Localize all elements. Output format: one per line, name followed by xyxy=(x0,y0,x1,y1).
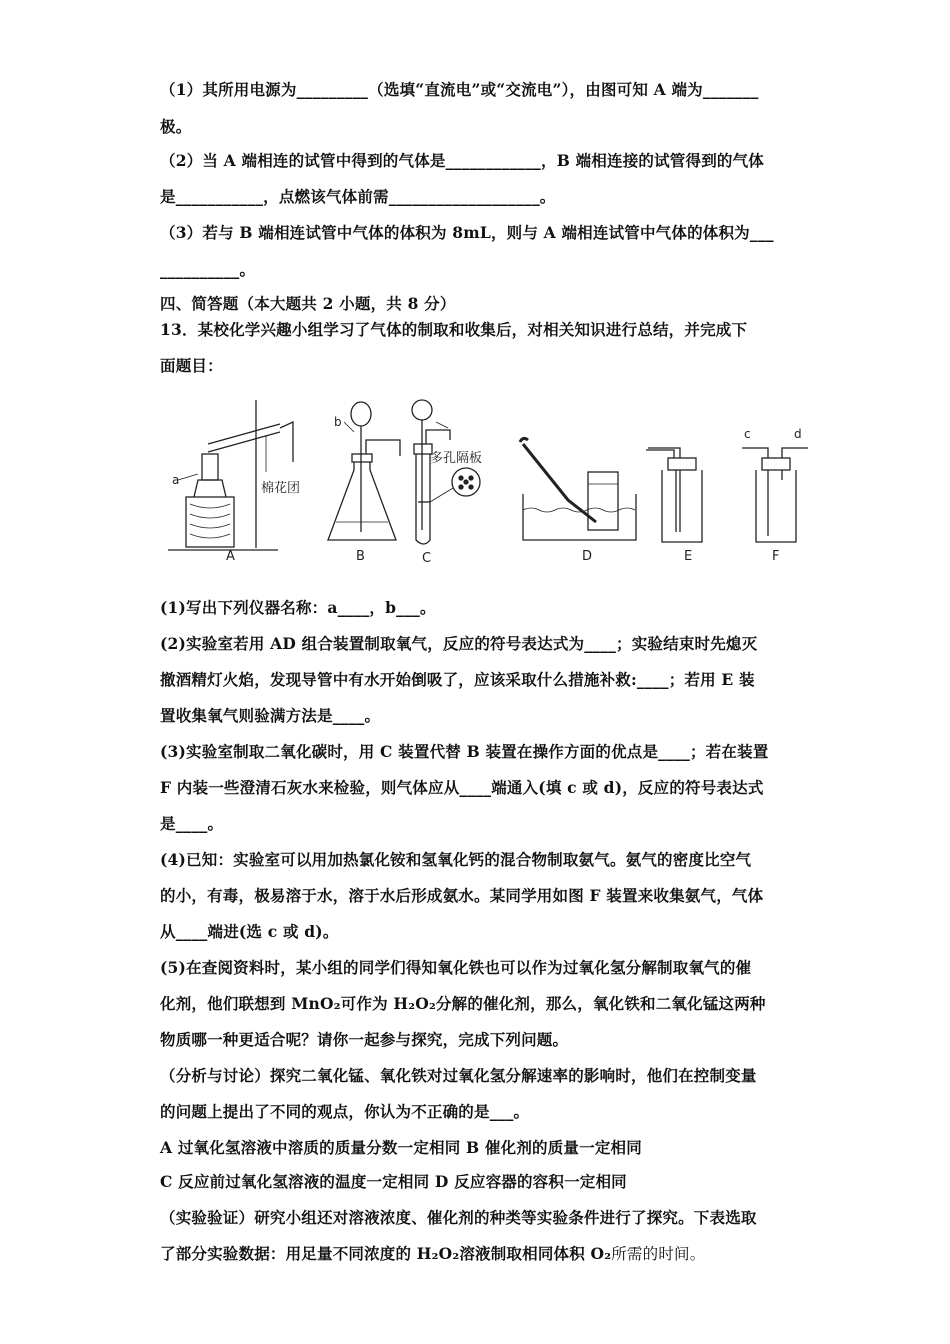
q13-part-3-line-3: 是____。 xyxy=(160,814,224,833)
q13-part-2-line-1: (2)实验室若用 AD 组合装置制取氧气，反应的符号表达式为____；实验结束时先熄灭 xyxy=(160,634,758,653)
q12-line-3: （2）当 A 端相连的试管中得到的气体是____________，B 端相连接的试管得到的气体 xyxy=(160,151,765,170)
q13-part-5-line-3: 物质哪一种更适合呢？请你一起参与探究，完成下列问题。 xyxy=(160,1030,569,1049)
label-A: A xyxy=(226,549,235,564)
q13-part-4-line-3: 从____端进(选 c 或 d)。 xyxy=(160,922,339,941)
label-porous-plate: 多孔隔板 xyxy=(430,451,483,466)
options-c-d: C 反应前过氧化氢溶液的温度一定相同 D 反应容器的容积一定相同 xyxy=(160,1172,627,1191)
q13-part-5-line-1: (5)在查阅资料时，某小组的同学们得知氧化铁也可以作为过氧化氢分解制取氧气的催 xyxy=(160,958,752,977)
label-c-port: c xyxy=(744,427,751,441)
apparatus-d xyxy=(520,438,636,540)
q12-line-6: __________。 xyxy=(160,260,256,279)
q12-line-5: （3）若与 B 端相连试管中气体的体积为 8mL，则与 A 端相连试管中气体的体积为___ xyxy=(160,223,774,242)
verification-text-bold: 了部分实验数据：用足量不同浓度的 H₂O₂溶液制取相同体积 O₂ xyxy=(160,1244,612,1263)
label-d-port: d xyxy=(794,427,802,441)
verification-line-1: （实验验证）研究小组还对溶液浓度、催化剂的种类等实验条件进行了探究。下表选取 xyxy=(160,1208,757,1227)
q13-part-3-line-1: (3)实验室制取二氧化碳时，用 C 装置代替 B 装置在操作方面的优点是____；若在装置 xyxy=(160,742,769,761)
section-title: 四、简答题（本大题共 2 小题，共 8 分） xyxy=(160,294,456,313)
apparatus-e xyxy=(646,448,702,542)
verification-text-normal: 所需的时间。 xyxy=(611,1245,706,1263)
apparatus-c xyxy=(412,400,483,544)
q13-part-4-line-1: (4)已知：实验室可以用加热氯化铵和氢氧化钙的混合物制取氨气。氨气的密度比空气 xyxy=(160,850,752,869)
q12-line-1: （1）其所用电源为_________（选填“直流电”或“交流电”），由图可知 A 端为_______ xyxy=(160,80,759,99)
label-cotton: 棉花团 xyxy=(261,481,301,496)
q13-part-5-line-2: 化剂，他们联想到 MnO₂可作为 H₂O₂分解的催化剂，那么，氧化铁和二氧化锰这两种 xyxy=(160,994,766,1013)
analysis-line-2: 的问题上提出了不同的观点，你认为不正确的是___。 xyxy=(160,1102,530,1121)
label-D: D xyxy=(582,549,593,564)
label-B: B xyxy=(356,549,365,564)
q13-part-2-line-2: 撤酒精灯火焰，发现导管中有水开始倒吸了，应该采取什么措施补救:____；若用 E 装 xyxy=(160,670,755,689)
apparatus-figure xyxy=(168,392,818,572)
q12-line-4: 是___________，点燃该气体前需___________________。 xyxy=(160,187,556,206)
label-a-instrument: a xyxy=(172,473,180,487)
q13-intro-2: 面题目： xyxy=(160,356,223,375)
options-a-b: A 过氧化氢溶液中溶质的质量分数一定相同 B 催化剂的质量一定相同 xyxy=(160,1138,642,1157)
q13-part-1: (1)写出下列仪器名称：a____，b___。 xyxy=(160,598,436,617)
apparatus-a xyxy=(168,400,293,550)
verification-line-2 xyxy=(160,1242,705,1264)
apparatus-f xyxy=(742,448,808,542)
q12-line-2: 极。 xyxy=(160,117,192,136)
label-F: F xyxy=(772,549,780,564)
q13-part-2-line-3: 置收集氧气则验满方法是____。 xyxy=(160,706,381,725)
analysis-line-1: （分析与讨论）探究二氧化锰、氧化铁对过氧化氢分解速率的影响时，他们在控制变量 xyxy=(160,1066,757,1085)
label-C: C xyxy=(422,551,432,566)
label-E: E xyxy=(684,549,693,564)
q13-part-3-line-2: F 内装一些澄清石灰水来检验，则气体应从____端通入(填 c 或 d)，反应的符号表达式 xyxy=(160,778,764,797)
q13-part-4-line-2: 的小，有毒，极易溶于水，溶于水后形成氨水。某同学用如图 F 装置来收集氨气，气体 xyxy=(160,886,764,905)
q13-intro-1: 13．某校化学兴趣小组学习了气体的制取和收集后，对相关知识进行总结，并完成下 xyxy=(160,320,748,339)
label-b-instrument: b xyxy=(334,415,342,429)
